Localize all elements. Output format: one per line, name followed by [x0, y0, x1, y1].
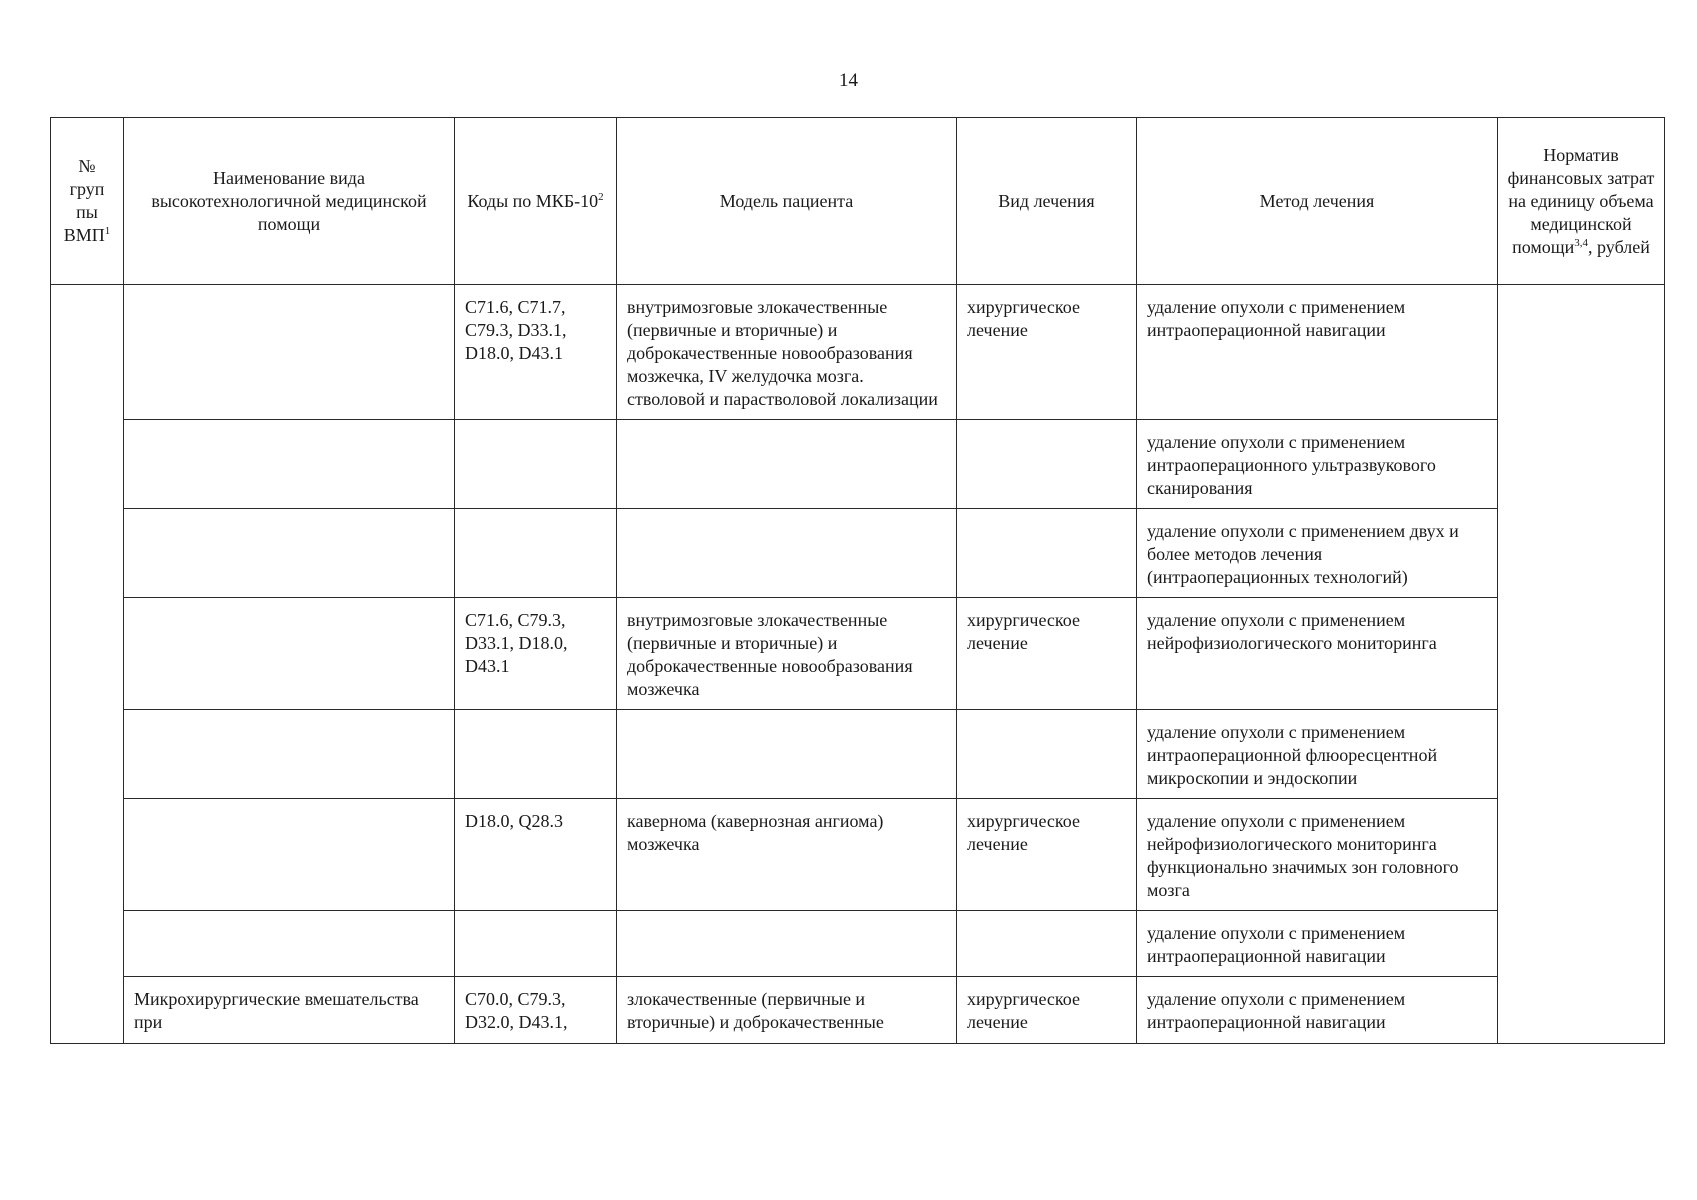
footnote-ref: 2	[598, 190, 604, 203]
codes-cell	[455, 509, 617, 598]
method-cell: удаление опухоли с применением интраоперационного ультразвукового сканирования	[1137, 420, 1498, 509]
table-row	[51, 911, 1665, 977]
header-group-line: ВМП	[63, 225, 105, 245]
header-row	[51, 118, 1665, 285]
codes-cell: C71.6, C71.7, C79.3, D33.1, D18.0, D43.1	[455, 285, 617, 420]
name-cell	[124, 509, 455, 598]
treatment-cell	[957, 710, 1137, 799]
table-row	[51, 598, 1665, 710]
name-cell	[124, 420, 455, 509]
table-row	[51, 285, 1665, 420]
method-cell: удаление опухоли с применением нейрофизиологического мониторинга функционально значимых зон головного мозга	[1137, 799, 1498, 911]
method-cell: удаление опухоли с применением интраоперационной навигации	[1137, 285, 1498, 420]
table-row	[51, 799, 1665, 911]
header-group-line: груп	[69, 179, 105, 199]
footnote-ref: 3,4	[1574, 236, 1589, 249]
header-name: Наименование вида высокотехнологичной медицинской помощи	[124, 118, 455, 285]
name-cell	[124, 285, 455, 420]
page-number: 14	[839, 70, 858, 91]
header-model: Модель пациента	[617, 118, 957, 285]
treatment-cell: хирургическое лечение	[957, 285, 1137, 420]
table-row	[51, 977, 1665, 1044]
codes-cell: C71.6, C79.3, D33.1, D18.0, D43.1	[455, 598, 617, 710]
method-cell: удаление опухоли с применением интраоперационной флюоресцентной микроскопии и эндоскопии	[1137, 710, 1498, 799]
model-cell: кавернома (кавернозная ангиома) мозжечка	[617, 799, 957, 911]
footnote-ref: 1	[104, 225, 111, 237]
header-group-line: пы	[76, 202, 98, 222]
model-cell	[617, 911, 957, 977]
treatment-cell: хирургическое лечение	[957, 799, 1137, 911]
codes-cell: D18.0, Q28.3	[455, 799, 617, 911]
header-codes: Коды по МКБ-$10^2$	[455, 118, 617, 285]
method-cell: удаление опухоли с применением интраоперационной навигации	[1137, 977, 1498, 1044]
header-group	[51, 118, 124, 285]
name-cell	[124, 710, 455, 799]
name-cell	[124, 799, 455, 911]
treatment-cell	[957, 420, 1137, 509]
table-row	[51, 420, 1665, 509]
table-row	[51, 509, 1665, 598]
codes-cell: C70.0, C79.3, D32.0, D43.1,	[455, 977, 617, 1044]
codes-cell	[455, 911, 617, 977]
model-cell: злокачественные (первичные и вторичные) и доброкачественные	[617, 977, 957, 1044]
header-method: Метод лечения	[1137, 118, 1498, 285]
model-cell: внутримозговые злокачественные (первичные и вторичные) и доброкачественные новообразования мозжечка	[617, 598, 957, 710]
model-cell: внутримозговые злокачественные (первичные и вторичные) и доброкачественные новообразования мозжечка, IV желудочка мозга. стволовой и парастволовой локализации	[617, 285, 957, 420]
codes-cell	[455, 710, 617, 799]
norm-cell	[1498, 285, 1665, 1044]
vmp-table	[50, 117, 1665, 1044]
method-cell: удаление опухоли с применением двух и более методов лечения (интраоперационных технологий)	[1137, 509, 1498, 598]
treatment-cell	[957, 911, 1137, 977]
method-cell: удаление опухоли с применением нейрофизиологического мониторинга	[1137, 598, 1498, 710]
name-cell: Микрохирургические вмешательства при	[124, 977, 455, 1044]
treatment-cell: хирургическое лечение	[957, 977, 1137, 1044]
codes-cell	[455, 420, 617, 509]
treatment-cell	[957, 509, 1137, 598]
treatment-cell: хирургическое лечение	[957, 598, 1137, 710]
name-cell	[124, 911, 455, 977]
name-cell	[124, 598, 455, 710]
model-cell	[617, 710, 957, 799]
header-group-line: №	[78, 156, 96, 176]
header-treatment: Вид лечения	[957, 118, 1137, 285]
header-norm: Норматив финансовых затрат на единицу объема медицинской помощи$^{3,4}$, рублей	[1498, 118, 1665, 285]
method-cell: удаление опухоли с применением интраоперационной навигации	[1137, 911, 1498, 977]
group-number-cell	[51, 285, 124, 1044]
model-cell	[617, 509, 957, 598]
table-row	[51, 710, 1665, 799]
model-cell	[617, 420, 957, 509]
